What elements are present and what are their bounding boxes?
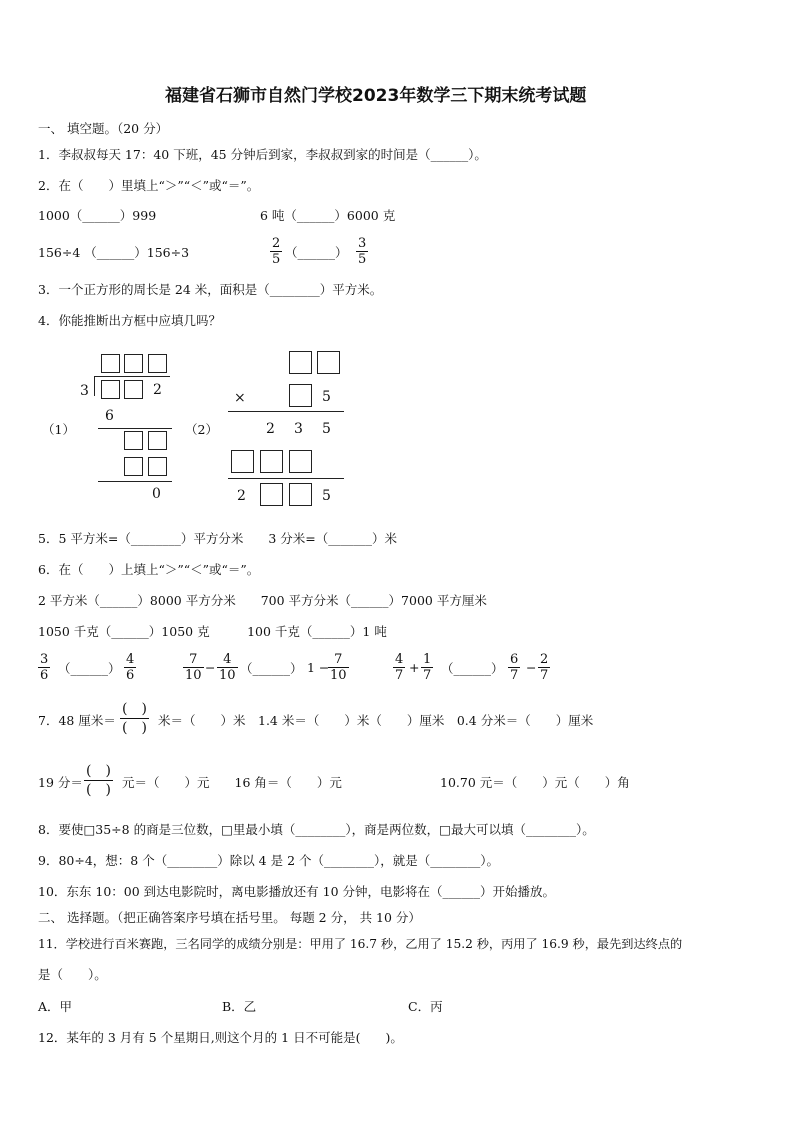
- fraction-denominator: 7: [540, 668, 549, 683]
- fraction-denominator: 7: [395, 668, 404, 683]
- q4-label-1: （1）: [42, 422, 75, 437]
- question-7a-rest: 米＝（ ）米 1.4 米＝（ ）米（ ）厘米 0.4 分米＝（ ）厘米: [158, 713, 594, 728]
- minus-sign: −: [205, 660, 216, 675]
- multiplier-digit: 5: [322, 389, 331, 405]
- question-7b-start: 19 分＝: [38, 775, 83, 790]
- answer-box: [101, 380, 120, 399]
- times-sign: ×: [234, 390, 246, 406]
- answer-box: [231, 450, 254, 473]
- compare-blank: （______）: [58, 661, 121, 676]
- division-bar: [94, 376, 170, 377]
- partial-digit: 3: [294, 421, 303, 437]
- fraction-numerator: ( ): [86, 763, 111, 779]
- divisor: 3: [80, 383, 89, 399]
- fraction-numerator: 3: [358, 236, 367, 251]
- fraction-numerator: 4: [395, 652, 404, 667]
- remainder-zero: 0: [152, 486, 161, 502]
- fraction-denominator: 10: [219, 668, 236, 683]
- minus-sign: −: [526, 660, 537, 675]
- page-title: 福建省石狮市自然门学校2023年数学三下期末统考试题: [165, 86, 587, 106]
- answer-box: [317, 351, 340, 374]
- fraction: [393, 652, 405, 683]
- fraction-numerator: 3: [40, 652, 49, 667]
- question-9: 9．80÷4，想：8 个（________）除以 4 是 2 个（________），就是（________）。: [38, 853, 500, 868]
- partial-digit: 5: [322, 421, 331, 437]
- fraction-denominator: 6: [126, 668, 135, 683]
- answer-box: [289, 483, 312, 506]
- fraction-2-5: [270, 236, 282, 267]
- result-digit: 5: [322, 488, 331, 504]
- answer-box: [124, 354, 143, 373]
- question-7b-rest: 元＝（ ）元 16 角＝（ ）元: [122, 775, 342, 790]
- answer-box: [124, 457, 143, 476]
- question-11-line2: 是（ ）。: [38, 967, 107, 982]
- fraction: [328, 652, 349, 683]
- question-7b-tail: 10.70 元＝（ ）元（ ）角: [440, 775, 630, 790]
- question-4: 4．你能推断出方框中应填几吗？: [38, 313, 221, 328]
- blank-fraction: [84, 762, 113, 799]
- fraction-denominator: ( ): [86, 782, 111, 798]
- fraction-numerator: ( ): [122, 701, 147, 717]
- fraction-denominator: ( ): [122, 720, 147, 736]
- fraction-numerator: 1: [423, 652, 432, 667]
- dividend-digit: 2: [153, 382, 162, 398]
- fraction: [38, 652, 50, 683]
- answer-box: [148, 457, 167, 476]
- fraction-numerator: 7: [328, 652, 349, 668]
- fraction-numerator: 7: [183, 652, 204, 668]
- fraction: [421, 652, 433, 683]
- division-line: [98, 481, 172, 482]
- result-digit: 2: [237, 488, 246, 504]
- fraction-denominator: 10: [185, 668, 202, 683]
- subtract-six: 6: [105, 408, 114, 424]
- fraction-numerator: 2: [540, 652, 549, 667]
- section-heading: 二、 选择题。（把正确答案序号填在括号里。 每题 2 分， 共 10 分）: [38, 910, 421, 925]
- answer-box: [148, 354, 167, 373]
- answer-box: [148, 431, 167, 450]
- question-2: 2．在（ ）里填上“＞”“＜”或“＝”。: [38, 178, 260, 193]
- multiply-line: [228, 411, 344, 412]
- fraction-3-5: [356, 236, 368, 267]
- question-2d-blank: （______）: [285, 245, 348, 260]
- question-2a: 1000（______）999: [38, 208, 157, 223]
- answer-box: [289, 384, 312, 407]
- compare-blank: （______）: [441, 661, 504, 676]
- answer-box: [124, 431, 143, 450]
- fraction-denominator: 6: [40, 668, 49, 683]
- fraction: [508, 652, 520, 683]
- question-3: 3．一个正方形的周长是 24 米，面积是（________）平方米。: [38, 282, 383, 297]
- question-2c: 156÷4 （______）156÷3: [38, 245, 190, 260]
- section-heading: 一、 填空题。（20 分）: [38, 121, 169, 136]
- one-minus: 1 −: [307, 660, 330, 675]
- q4-label-2: （2）: [185, 422, 218, 437]
- question-6b: 1050 千克（______）1050 克 100 千克（______）1 吨: [38, 624, 387, 639]
- partial-digit: 2: [266, 421, 275, 437]
- question-1: 1．李叔叔每天 17：40 下班，45 分钟后到家，李叔叔到家的时间是（______）。: [38, 147, 487, 162]
- question-10: 10．东东 10：00 到达电影院时，离电影播放还有 10 分钟，电影将在（______）开始播放。: [38, 884, 556, 899]
- fraction: [124, 652, 136, 683]
- fraction: [183, 652, 204, 683]
- fraction-denominator: 5: [272, 252, 281, 267]
- fraction-denominator: 7: [510, 668, 519, 683]
- answer-box: [260, 483, 283, 506]
- fraction: [538, 652, 550, 683]
- answer-box: [289, 450, 312, 473]
- question-6a: 2 平方米（______）8000 平方分米 700 平方分米（______）7000 平方厘米: [38, 593, 487, 608]
- question-2b: 6 吨（______）6000 克: [260, 208, 396, 223]
- fraction-numerator: 4: [217, 652, 238, 668]
- answer-box: [289, 351, 312, 374]
- multiply-line: [228, 478, 344, 479]
- division-line: [98, 428, 172, 429]
- question-8: 8．要使□35÷8 的商是三位数，□里最小填（________），商是两位数，□最大可以填（________）。: [38, 822, 595, 837]
- question-12: 12．某年的 3 月有 5 个星期日,则这个月的 1 日不可能是( )。: [38, 1030, 403, 1045]
- fraction: [217, 652, 238, 683]
- answer-box: [101, 354, 120, 373]
- fraction-denominator: 5: [358, 252, 367, 267]
- fraction-denominator: 7: [423, 668, 432, 683]
- plus-sign: +: [409, 660, 420, 675]
- answer-box: [124, 380, 143, 399]
- option-c: C．丙: [408, 999, 443, 1014]
- fraction-numerator: 2: [272, 236, 281, 251]
- fraction-numerator: 6: [510, 652, 519, 667]
- question-11-line1: 11．学校进行百米赛跑，三名同学的成绩分别是：甲用了 16.7 秒，乙用了 15.2 秒，丙用了 16.9 秒，最先到达终点的: [38, 937, 683, 951]
- question-5: 5．5 平方米=（________）平方分米 3 分米=（_______）米: [38, 531, 398, 546]
- blank-fraction: [120, 700, 149, 737]
- fraction-numerator: 4: [126, 652, 135, 667]
- compare-blank: （______）: [240, 661, 303, 676]
- division-bracket: [94, 376, 95, 396]
- question-6: 6．在（ ）上填上“＞”“＜”或“＝”。: [38, 562, 260, 577]
- answer-box: [260, 450, 283, 473]
- fraction-denominator: 10: [330, 668, 347, 683]
- question-7a-start: 7．48 厘米＝: [38, 713, 116, 728]
- option-b: B．乙: [222, 999, 257, 1014]
- option-a: A．甲: [38, 999, 73, 1014]
